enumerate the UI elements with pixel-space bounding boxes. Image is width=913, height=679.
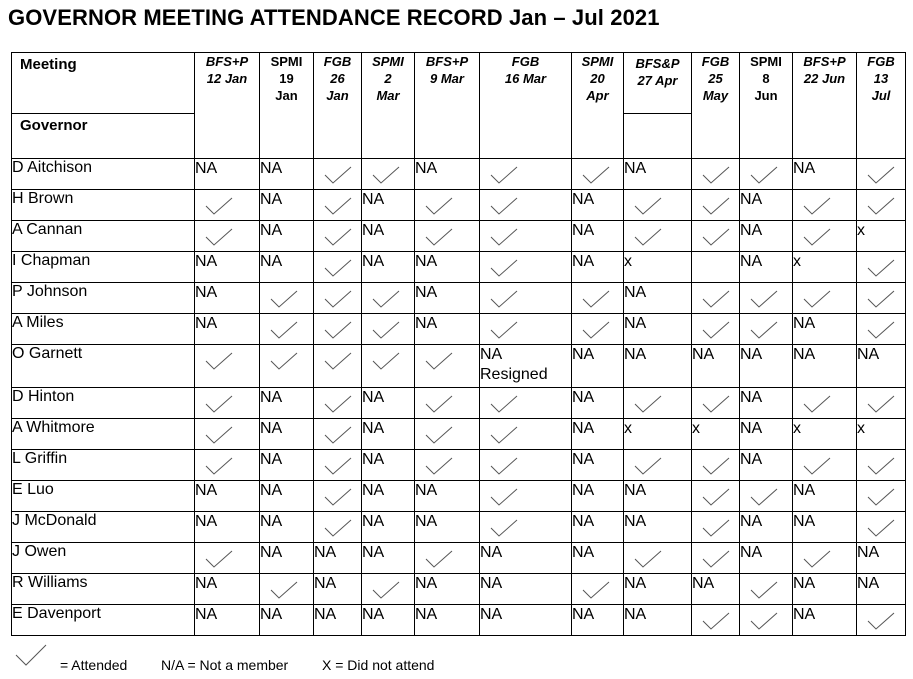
attendance-cell: NA <box>195 159 260 190</box>
attendance-cell: NA <box>740 252 793 283</box>
meeting-header <box>572 53 624 159</box>
tick-icon <box>692 450 740 481</box>
meeting-header-line: May <box>702 88 729 103</box>
table-row <box>12 283 906 314</box>
tick-icon <box>624 190 692 221</box>
tick-icon <box>415 450 480 481</box>
attendance-cell: NA <box>362 252 415 283</box>
attendance-cell: NA <box>260 605 314 636</box>
tick-icon <box>195 419 260 450</box>
attendance-cell: NA <box>624 512 692 543</box>
attendance-cell: NA <box>572 221 624 252</box>
attendance-cell: NA <box>362 221 415 252</box>
attendance-cell: NA <box>260 512 314 543</box>
tick-icon <box>857 481 906 512</box>
tick-icon <box>793 450 857 481</box>
attendance-cell: NA <box>195 481 260 512</box>
attendance-cell: NA <box>260 190 314 221</box>
tick-icon <box>572 574 624 605</box>
tick-icon <box>692 221 740 252</box>
tick-icon <box>740 159 793 190</box>
attendance-cell: NA <box>572 252 624 283</box>
attendance-cell: x <box>692 419 740 450</box>
attendance-cell: NA <box>415 283 480 314</box>
attendance-cell: NA <box>624 159 692 190</box>
tick-icon <box>362 574 415 605</box>
attendance-cell: NA <box>415 314 480 345</box>
attendance-cell: NA <box>260 481 314 512</box>
attendance-cell: NA <box>740 543 793 574</box>
tick-icon <box>314 388 362 419</box>
attendance-cell: NA <box>415 574 480 605</box>
tick-icon <box>572 314 624 345</box>
attendance-cell <box>692 252 740 283</box>
table-row <box>12 388 906 419</box>
tick-icon <box>362 345 415 388</box>
table-row <box>12 543 906 574</box>
tick-icon <box>692 512 740 543</box>
attendance-cell: NA <box>793 481 857 512</box>
attendance-cell: NA <box>572 481 624 512</box>
tick-icon <box>260 283 314 314</box>
tick-icon <box>314 252 362 283</box>
meeting-header-line: 25 <box>708 71 723 86</box>
tick-icon <box>740 605 793 636</box>
meeting-header-line: Apr <box>586 88 609 103</box>
table-row <box>12 512 906 543</box>
attendance-cell: NA <box>793 345 857 388</box>
attendance-cell: NA <box>624 574 692 605</box>
governor-name: D Hinton <box>12 388 195 419</box>
table-row <box>12 252 906 283</box>
tick-icon <box>314 314 362 345</box>
attendance-cell: NA <box>692 574 740 605</box>
header-row <box>12 53 906 159</box>
meeting-header-line: Jan <box>275 88 298 103</box>
tick-icon <box>480 159 572 190</box>
tick-icon <box>195 221 260 252</box>
tick-icon <box>314 345 362 388</box>
meeting-header-line: 19 <box>279 71 294 86</box>
attendance-cell: x <box>793 419 857 450</box>
meeting-header-line: FGB <box>701 54 730 69</box>
attendance-cell: NA <box>624 283 692 314</box>
table-row <box>12 221 906 252</box>
attendance-cell: NA <box>740 450 793 481</box>
tick-icon <box>415 543 480 574</box>
governor-name: A Cannan <box>12 221 195 252</box>
governor-name: A Whitmore <box>12 419 195 450</box>
attendance-cell: NA <box>624 314 692 345</box>
legend <box>14 643 534 673</box>
attendance-cell: NA <box>260 159 314 190</box>
tick-icon <box>624 388 692 419</box>
attendance-cell: NA <box>314 574 362 605</box>
tick-icon <box>14 643 48 670</box>
attendance-cell: NA <box>195 252 260 283</box>
attendance-cell: NA <box>415 159 480 190</box>
meeting-header-line: SPMI <box>270 54 303 69</box>
meeting-header-line: 20 <box>590 71 605 86</box>
tick-icon <box>793 221 857 252</box>
tick-icon <box>572 159 624 190</box>
tick-icon <box>857 159 906 190</box>
attendance-cell: NA <box>415 512 480 543</box>
tick-icon <box>195 543 260 574</box>
tick-icon <box>857 314 906 345</box>
attendance-cell: NA <box>415 252 480 283</box>
attendance-cell: NA <box>195 605 260 636</box>
legend-did-not-attend: X = Did not attend <box>322 657 435 673</box>
meeting-header <box>260 53 314 159</box>
tick-icon <box>692 388 740 419</box>
meeting-header-line: FGB <box>511 54 540 69</box>
meeting-header-line: Mar <box>376 88 400 103</box>
meeting-header-line: SPMI <box>581 54 614 69</box>
tick-icon <box>857 252 906 283</box>
meeting-header <box>480 53 572 159</box>
attendance-cell: NA <box>480 543 572 574</box>
attendance-cell: NA <box>195 574 260 605</box>
meeting-header <box>624 53 692 159</box>
attendance-cell: NA <box>857 574 906 605</box>
meeting-header-line: 16 Mar <box>504 71 547 86</box>
tick-icon <box>692 314 740 345</box>
governor-name: I Chapman <box>12 252 195 283</box>
attendance-cell: NA <box>692 345 740 388</box>
attendance-cell: NA <box>362 419 415 450</box>
table-row <box>12 314 906 345</box>
attendance-cell: NA <box>857 345 906 388</box>
tick-icon <box>624 221 692 252</box>
governor-name: D Aitchison <box>12 159 195 190</box>
table-row <box>12 605 906 636</box>
meeting-header <box>195 53 260 159</box>
attendance-cell: x <box>793 252 857 283</box>
legend-not-member: N/A = Not a member <box>161 657 289 673</box>
meeting-header-line: 12 Jan <box>206 71 248 86</box>
attendance-cell: NA <box>572 419 624 450</box>
tick-icon <box>624 543 692 574</box>
governor-name: J Owen <box>12 543 195 574</box>
attendance-cell: x <box>624 419 692 450</box>
tick-icon <box>314 481 362 512</box>
table-row <box>12 345 906 388</box>
attendance-cell: NA <box>314 605 362 636</box>
meeting-header <box>314 53 362 159</box>
tick-icon <box>480 481 572 512</box>
attendance-cell: NA <box>260 419 314 450</box>
attendance-cell: NA <box>624 481 692 512</box>
meeting-header-line: 9 Mar <box>430 71 464 86</box>
attendance-cell: NA <box>572 543 624 574</box>
attendance-cell: NA <box>260 252 314 283</box>
tick-icon <box>362 314 415 345</box>
attendance-cell: NA <box>195 512 260 543</box>
attendance-cell: NA <box>362 450 415 481</box>
attendance-cell: NA <box>740 345 793 388</box>
tick-icon <box>260 574 314 605</box>
attendance-cell: NA <box>572 190 624 221</box>
attendance-cell: NA <box>572 605 624 636</box>
governor-name: P Johnson <box>12 283 195 314</box>
meeting-header-line: 2 <box>384 71 392 86</box>
governor-name: J McDonald <box>12 512 195 543</box>
table-row <box>12 574 906 605</box>
attendance-cell: NA <box>314 543 362 574</box>
table-body <box>12 159 906 636</box>
tick-icon <box>857 450 906 481</box>
tick-icon <box>415 345 480 388</box>
attendance-cell: x <box>857 221 906 252</box>
tick-icon <box>260 345 314 388</box>
governor-name: E Luo <box>12 481 195 512</box>
tick-icon <box>740 283 793 314</box>
tick-icon <box>793 543 857 574</box>
tick-icon <box>314 283 362 314</box>
attendance-cell: NA <box>362 543 415 574</box>
tick-icon <box>362 159 415 190</box>
meeting-header-line: BFS+P <box>205 54 249 69</box>
meeting-header-line: 8 <box>762 71 770 86</box>
tick-icon <box>624 450 692 481</box>
attendance-cell: NA <box>260 221 314 252</box>
table-row <box>12 481 906 512</box>
attendance-cell: NA <box>740 190 793 221</box>
tick-icon <box>415 190 480 221</box>
meeting-header-line: 13 <box>873 71 889 86</box>
attendance-cell: x <box>857 419 906 450</box>
page-title: GOVERNOR MEETING ATTENDANCE RECORD Jan – Jul 2021 <box>8 5 660 30</box>
header-corner <box>12 53 195 159</box>
tick-icon <box>857 512 906 543</box>
meeting-header-line: FGB <box>867 54 895 69</box>
tick-icon <box>480 221 572 252</box>
meeting-header-line: BFS&P <box>635 56 680 71</box>
governor-name: L Griffin <box>12 450 195 481</box>
table-row <box>12 159 906 190</box>
tick-icon <box>692 283 740 314</box>
meeting-header-line: 26 <box>330 71 345 86</box>
tick-icon <box>692 481 740 512</box>
attendance-cell: NA <box>572 512 624 543</box>
meeting-header-line: BFS+P <box>425 54 469 69</box>
tick-icon <box>572 283 624 314</box>
tick-icon <box>362 283 415 314</box>
attendance-cell: NA <box>740 512 793 543</box>
attendance-cell: NA <box>740 419 793 450</box>
attendance-cell: NA <box>740 388 793 419</box>
tick-icon <box>415 221 480 252</box>
meeting-header-line: FGB <box>323 54 352 69</box>
tick-icon <box>480 388 572 419</box>
tick-icon <box>480 190 572 221</box>
tick-icon <box>195 388 260 419</box>
attendance-cell: NA <box>793 605 857 636</box>
attendance-cell: NA <box>195 314 260 345</box>
attendance-cell: NA <box>572 450 624 481</box>
tick-icon <box>480 283 572 314</box>
tick-icon <box>692 605 740 636</box>
attendance-cell: NA <box>572 345 624 388</box>
governor-name: O Garnett <box>12 345 195 388</box>
tick-icon <box>857 605 906 636</box>
tick-icon <box>260 314 314 345</box>
legend-attended: = Attended <box>60 657 128 673</box>
tick-icon <box>480 314 572 345</box>
attendance-cell: NA <box>195 283 260 314</box>
meeting-header <box>740 53 793 159</box>
attendance-cell: NA <box>740 221 793 252</box>
attendance-cell: NA <box>260 450 314 481</box>
governor-name: R Williams <box>12 574 195 605</box>
meeting-header <box>692 53 740 159</box>
tick-icon <box>692 159 740 190</box>
attendance-cell: NA <box>793 512 857 543</box>
attendance-cell: NA Resigned <box>480 345 572 388</box>
tick-icon <box>415 419 480 450</box>
tick-icon <box>314 450 362 481</box>
tick-icon <box>793 283 857 314</box>
attendance-cell: NA <box>362 605 415 636</box>
tick-icon <box>480 252 572 283</box>
attendance-cell: NA <box>362 388 415 419</box>
tick-icon <box>857 388 906 419</box>
tick-icon <box>480 419 572 450</box>
meeting-header <box>362 53 415 159</box>
tick-icon <box>793 388 857 419</box>
tick-icon <box>692 543 740 574</box>
tick-icon <box>195 345 260 388</box>
tick-icon <box>314 221 362 252</box>
attendance-cell: NA <box>793 314 857 345</box>
meeting-header <box>793 53 857 159</box>
table-row <box>12 190 906 221</box>
tick-icon <box>692 190 740 221</box>
governor-name: A Miles <box>12 314 195 345</box>
table-row <box>12 419 906 450</box>
attendance-cell: NA <box>362 512 415 543</box>
attendance-cell: NA <box>572 388 624 419</box>
attendance-cell: NA <box>260 388 314 419</box>
governor-name: H Brown <box>12 190 195 221</box>
tick-icon <box>195 450 260 481</box>
attendance-cell: NA <box>480 605 572 636</box>
tick-icon <box>415 388 480 419</box>
attendance-cell: NA <box>624 345 692 388</box>
tick-icon <box>480 450 572 481</box>
meeting-header-line: 22 Jun <box>803 71 846 86</box>
tick-icon <box>314 419 362 450</box>
tick-icon <box>740 481 793 512</box>
governor-label: Governor <box>20 117 88 134</box>
attendance-cell: NA <box>415 605 480 636</box>
governor-name: E Davenport <box>12 605 195 636</box>
attendance-cell: NA <box>362 190 415 221</box>
tick-icon <box>314 512 362 543</box>
tick-icon <box>740 314 793 345</box>
attendance-cell: NA <box>260 543 314 574</box>
tick-icon <box>857 283 906 314</box>
attendance-cell: NA <box>793 159 857 190</box>
tick-icon <box>195 190 260 221</box>
table-row <box>12 450 906 481</box>
meeting-header-line: Jan <box>326 88 349 103</box>
attendance-cell: NA <box>793 574 857 605</box>
tick-icon <box>314 159 362 190</box>
meeting-header-line: SPMI <box>372 54 404 69</box>
attendance-cell: NA <box>362 481 415 512</box>
meeting-header <box>857 53 906 159</box>
tick-icon <box>314 190 362 221</box>
meeting-header-line: SPMI <box>750 54 782 69</box>
attendance-cell: x <box>624 252 692 283</box>
meeting-header-line: Jul <box>871 88 891 103</box>
attendance-cell: NA <box>480 574 572 605</box>
tick-icon <box>793 190 857 221</box>
meeting-header <box>415 53 480 159</box>
attendance-cell: NA <box>857 543 906 574</box>
meeting-header-line: Jun <box>754 88 778 103</box>
tick-icon <box>857 190 906 221</box>
meeting-header-line: BFS+P <box>803 54 846 69</box>
tick-icon <box>740 574 793 605</box>
attendance-cell: NA <box>415 481 480 512</box>
meeting-header-line: 27 Apr <box>637 73 678 88</box>
meeting-label: Meeting <box>12 53 194 114</box>
attendance-table <box>11 52 906 636</box>
tick-icon <box>480 512 572 543</box>
attendance-cell: NA <box>624 605 692 636</box>
